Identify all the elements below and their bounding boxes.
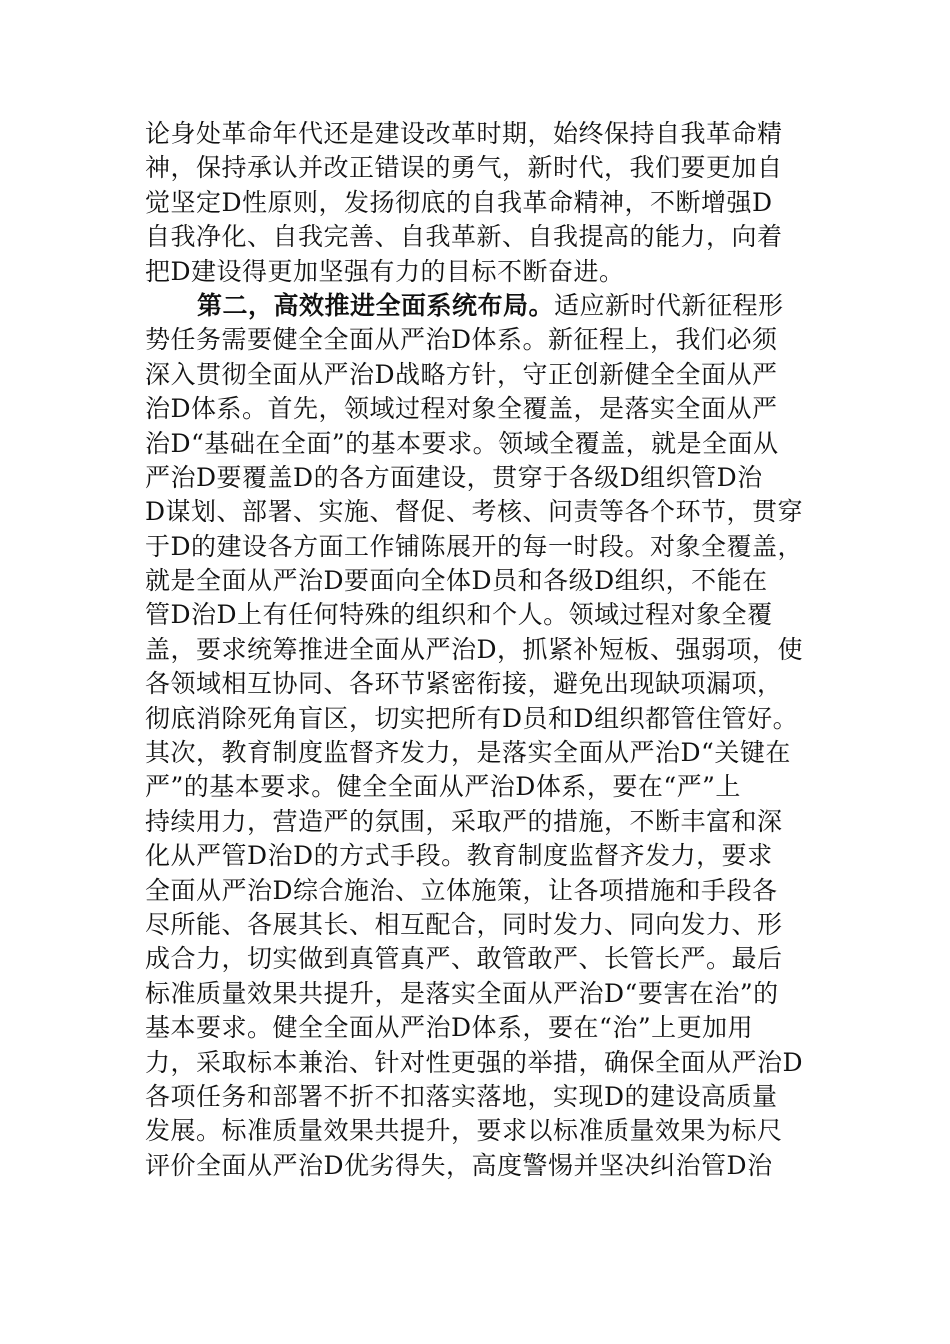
text-line: 其次，教育制度监督齐发力，是落实全面从严治D“关键在 bbox=[145, 738, 791, 768]
text-line: 发展。标准质量效果共提升，要求以标准质量效果为标尺 bbox=[145, 1116, 783, 1146]
text-line: 论身处革命年代还是建设改革时期，始终保持自我革命精 bbox=[145, 119, 783, 148]
text-line: 尽所能、各展其长、相互配合，同时发力、同向发力、形 bbox=[145, 909, 783, 939]
text-line: 自我净化、自我完善、自我革新、自我提高的能力，向着 bbox=[145, 222, 783, 252]
text-line: 全面从严治D综合施治、立体施策，让各项措施和手段各 bbox=[145, 875, 778, 905]
text-line: 化从严管D治D的方式手段。教育制度监督齐发力，要求 bbox=[145, 841, 773, 871]
text-line: 标准质量效果共提升，是落实全面从严治D“要害在治”的 bbox=[145, 978, 779, 1008]
text-line: 觉坚定D性原则，发扬彻底的自我革命精神，不断增强D bbox=[145, 187, 773, 217]
text-line: 持续用力，营造严的氛围，采取严的措施，不断丰富和深 bbox=[145, 806, 783, 836]
text-line: 盖，要求统筹推进全面从严治D，抓紧补短板、强弱项，使 bbox=[145, 634, 804, 664]
text-line: 于D的建设各方面工作铺陈展开的每一时段。对象全覆盖， bbox=[145, 531, 804, 561]
text-line: 神，保持承认并改正错误的勇气，新时代，我们要更加自 bbox=[145, 153, 783, 183]
section-heading: 第二，高效推进全面系统布局。 bbox=[197, 290, 555, 320]
document-body bbox=[145, 117, 810, 1183]
paragraph-first-line bbox=[145, 289, 810, 323]
text-line: 评价全面从严治D优劣得失，高度警惕并坚决纠治管D治 bbox=[145, 1150, 773, 1180]
text-line: 势任务需要健全全面从严治D体系。新征程上，我们必须 bbox=[145, 325, 778, 355]
text-line: 管D治D上有任何特殊的组织和个人。领域过程对象全覆 bbox=[145, 600, 773, 630]
text-line-rest: 适应新时代新征程形 bbox=[554, 290, 784, 320]
text-line: 治D体系。首先，领域过程对象全覆盖，是落实全面从严 bbox=[145, 394, 778, 424]
text-line: 就是全面从严治D要面向全体D员和各级D组织，不能在 bbox=[145, 566, 768, 596]
text-line: 把D建设得更加坚强有力的目标不断奋进。 bbox=[145, 256, 625, 286]
text-line: 治D“基础在全面”的基本要求。领域全覆盖，就是全面从 bbox=[145, 428, 779, 458]
text-line: 各项任务和部署不折不扣落实落地，实现D的建设高质量 bbox=[145, 1081, 778, 1111]
text-line: D谋划、部署、实施、督促、考核、问责等各个环节，贯穿 bbox=[145, 497, 804, 527]
text-line: 各领域相互协同、各环节紧密衔接，避免出现缺项漏项， bbox=[145, 669, 783, 699]
text-line: 成合力，切实做到真管真严、敢管敢严、长管长严。最后 bbox=[145, 944, 783, 974]
text-line: 彻底消除死角盲区，切实把所有D员和D组织都管住管好。 bbox=[145, 703, 799, 733]
text-line: 严治D要覆盖D的各方面建设，贯穿于各级D组织管D治 bbox=[145, 462, 763, 492]
text-line: 深入贯彻全面从严治D战略方针，守正创新健全全面从严 bbox=[145, 359, 778, 389]
text-line: 力，采取标本兼治、针对性更强的举措，确保全面从严治D bbox=[145, 1047, 804, 1077]
text-line: 严”的基本要求。健全全面从严治D体系，要在“严”上 bbox=[145, 772, 741, 802]
text-line: 基本要求。健全全面从严治D体系，要在“治”上更加用 bbox=[145, 1013, 754, 1043]
